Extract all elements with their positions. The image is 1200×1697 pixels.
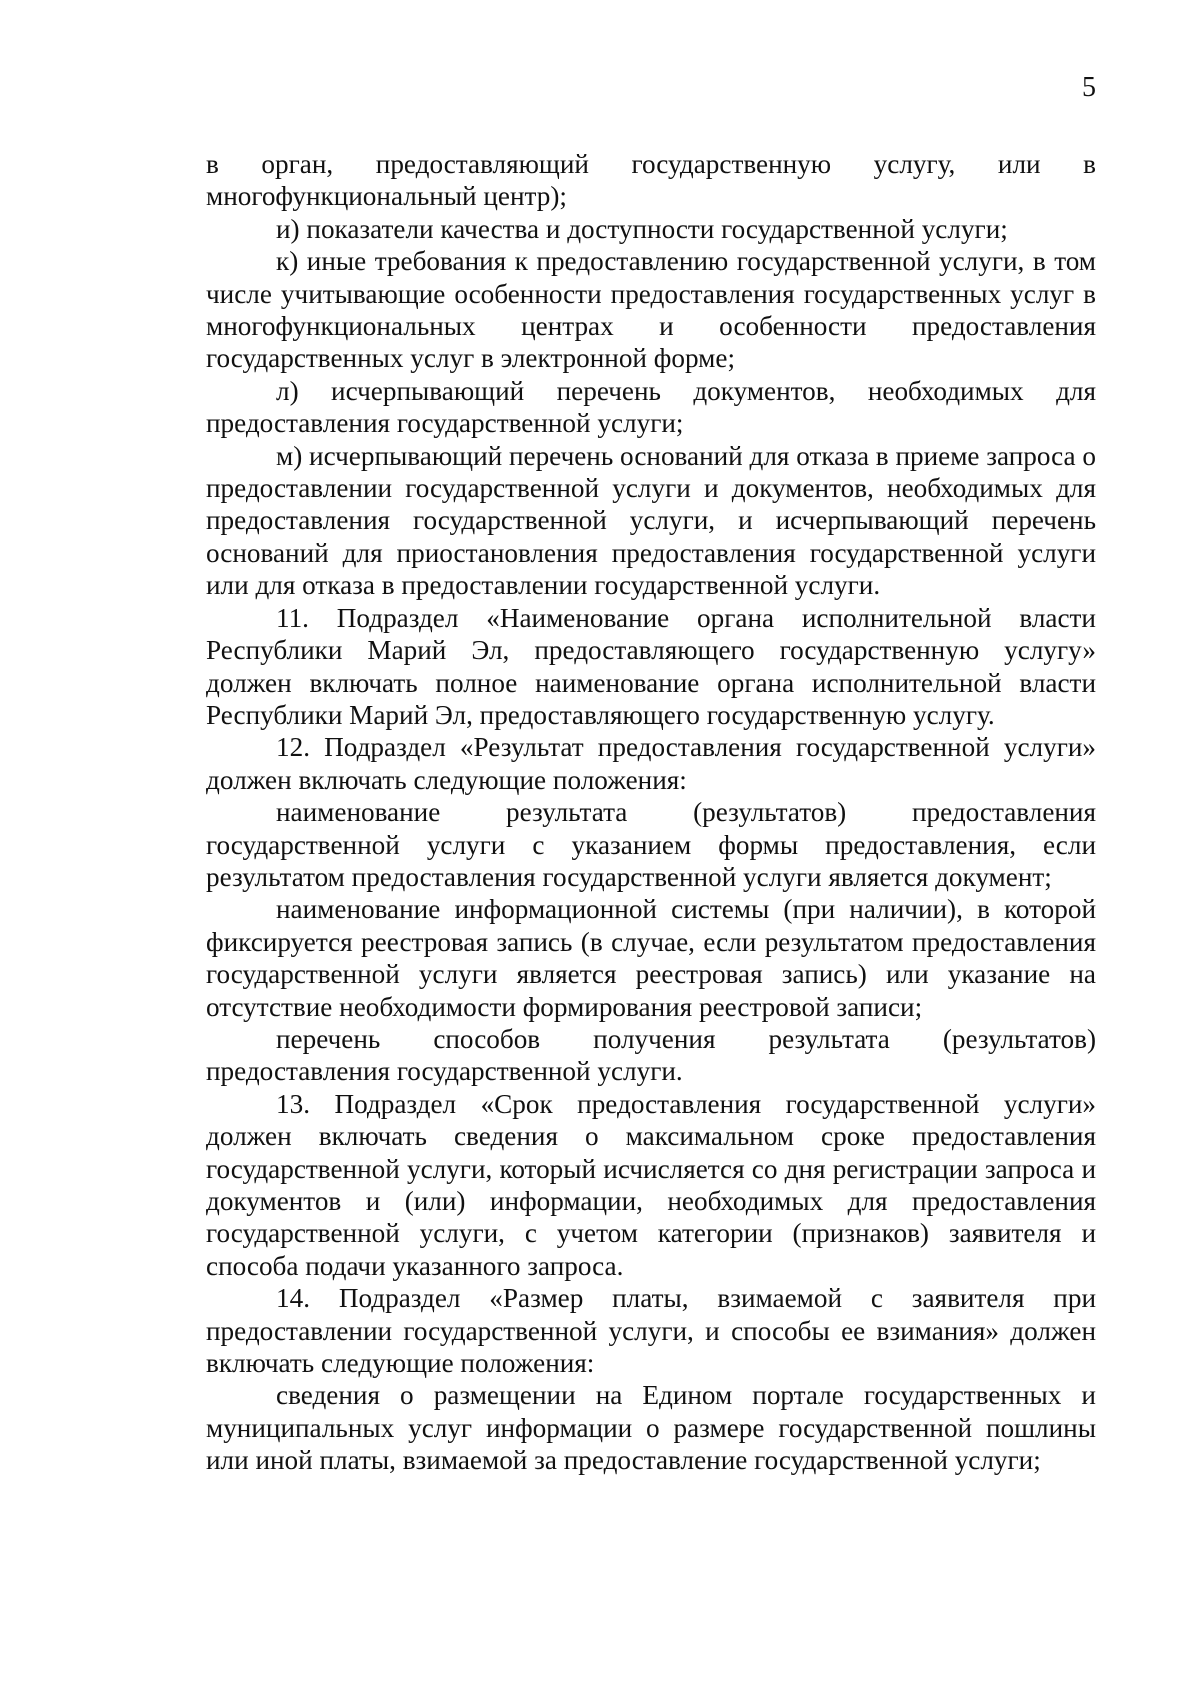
paragraph-section-12: 12. Подраздел «Результат предоставления государственной услуги» должен включать следующие положения: xyxy=(206,732,1096,795)
page-number: 5 xyxy=(1082,72,1096,103)
paragraph-continuation: в орган, предоставляющий государственную услугу, или в многофункциональный центр); xyxy=(206,149,1096,212)
document-body xyxy=(206,148,1096,1477)
paragraph-section-14: 14. Подраздел «Размер платы, взимаемой с заявителя при предоставлении государственной услуги, и способы ее взимания» должен включать следующие положения: xyxy=(206,1283,1096,1379)
paragraph-item-m: м) исчерпывающий перечень оснований для отказа в приеме запроса о предоставлении государственной услуги и документов, необходимых для предоставления государственной услуги, и исчерпывающий перечень оснований для приостановления предоставления государственной услуги или для отказа в предоставлении государственной услуги. xyxy=(206,440,1096,601)
paragraph-result-name: наименование результата (результатов) предоставления государственной услуги с указанием формы предоставления, если результатом предоставления государственной услуги является документ; xyxy=(206,797,1096,892)
paragraph-item-k: к) иные требования к предоставлению государственной услуги, в том числе учитывающие особенности предоставления государственных услуг в многофункциональных центрах и особенности предоставления государственных услуг в электронной форме; xyxy=(206,246,1096,374)
paragraph-item-l: л) исчерпывающий перечень документов, необходимых для предоставления государственной услуги; xyxy=(206,375,1096,439)
paragraph-item-i: и) показатели качества и доступности государственной услуги; xyxy=(276,213,1008,244)
paragraph-info-system: наименование информационной системы (при наличии), в которой фиксируется реестровая запись (в случае, если результатом предоставления государственной услуги является реестровая запись) или указание на отсутствие необходимости формирования реестровой записи; xyxy=(206,894,1096,1022)
paragraph-result-methods: перечень способов получения результата (результатов) предоставления государственной услуги. xyxy=(206,1023,1096,1087)
paragraph-fee-info: сведения о размещении на Едином портале государственных и муниципальных услуг информации о размере государственной пошлины или иной платы, взимаемой за предоставление государственной услуги; xyxy=(206,1380,1096,1476)
paragraph-section-11: 11. Подраздел «Наименование органа исполнительной власти Республики Марий Эл, предоставляющего государственную услугу» должен включать полное наименование органа исполнительной власти Республики Марий Эл, предоставляющего государственную услугу. xyxy=(206,602,1096,730)
paragraph-section-13: 13. Подраздел «Срок предоставления государственной услуги» должен включать сведения о максимальном сроке предоставления государственной услуги, который исчисляется со дня регистрации запроса и документов и (или) информации, необходимых для предоставления государственной услуги, с учетом категории (признаков) заявителя и способа подачи указанного запроса. xyxy=(206,1088,1096,1281)
